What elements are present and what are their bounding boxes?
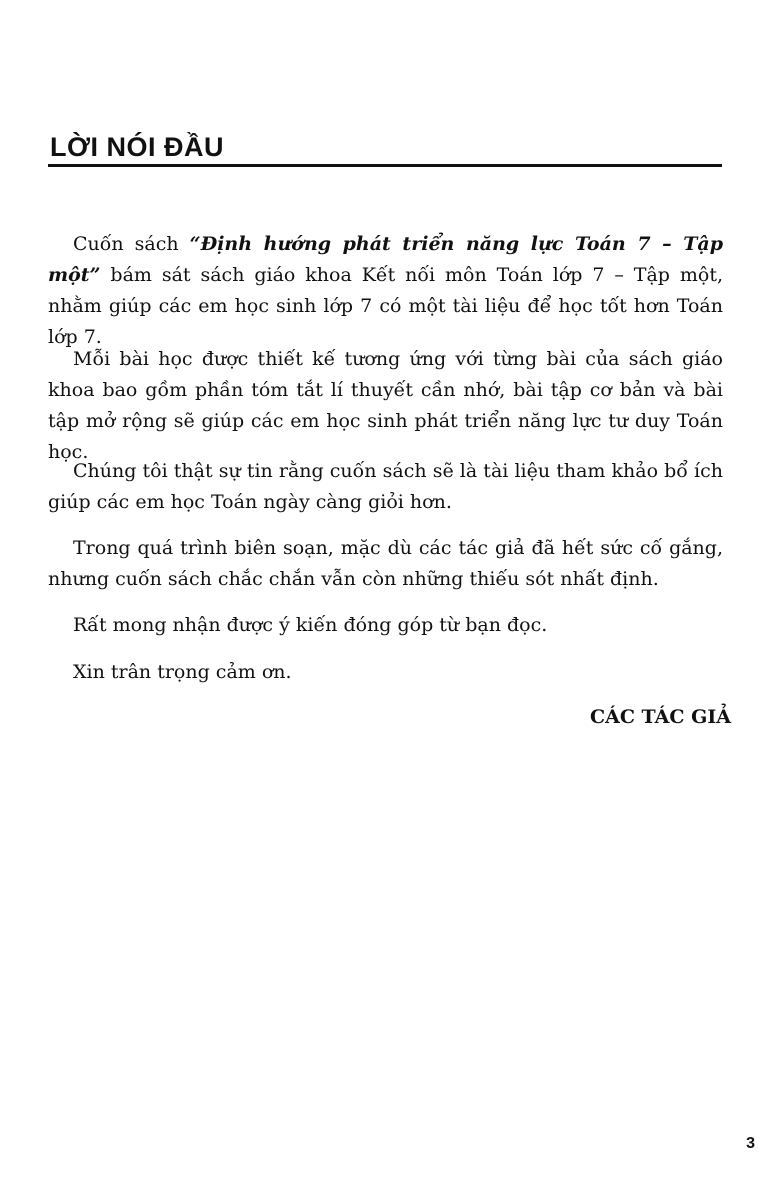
thanks-paragraph (48, 657, 723, 688)
content-paragraph (48, 344, 723, 468)
page-title: LỜI NÓI ĐẦU (50, 132, 225, 162)
page-number: 3 (746, 1135, 755, 1152)
authors-signature: CÁC TÁC GIẢ (589, 706, 731, 728)
intro-prefix: Cuốn sách (73, 233, 190, 255)
belief-paragraph (48, 456, 723, 518)
limitations-paragraph (48, 533, 723, 595)
content-paragraph-text: Mỗi bài học được thiết kế tương ứng với từng bài của sách giáo khoa bao gồm phần tóm tắt lí thuyết cần nhớ, bài tập cơ bản và bài tập mở rộng sẽ giúp các em học sinh phát triển năng lực tư duy Toán học. (48, 348, 723, 463)
feedback-paragraph (48, 610, 723, 641)
thanks-paragraph-text: Xin trân trọng cảm ơn. (73, 661, 292, 683)
intro-paragraph (48, 229, 723, 353)
feedback-paragraph-text: Rất mong nhận được ý kiến đóng góp từ bạn đọc. (73, 614, 548, 636)
title-underline (48, 164, 722, 167)
book-title: “Định hướng phát triển năng lực Toán 7 – Tập một” (48, 233, 723, 286)
limitations-paragraph-text: Trong quá trình biên soạn, mặc dù các tác giả đã hết sức cố gắng, nhưng cuốn sách chắc chắn vẫn còn những thiếu sót nhất định. (48, 537, 723, 590)
intro-suffix: bám sát sách giáo khoa Kết nối môn Toán lớp 7 – Tập một, nhằm giúp các em học sinh lớp 7 có một tài liệu để học tốt hơn Toán lớp 7. (48, 264, 723, 348)
belief-paragraph-text: Chúng tôi thật sự tin rằng cuốn sách sẽ là tài liệu tham khảo bổ ích giúp các em học Toán ngày càng giỏi hơn. (48, 460, 723, 513)
